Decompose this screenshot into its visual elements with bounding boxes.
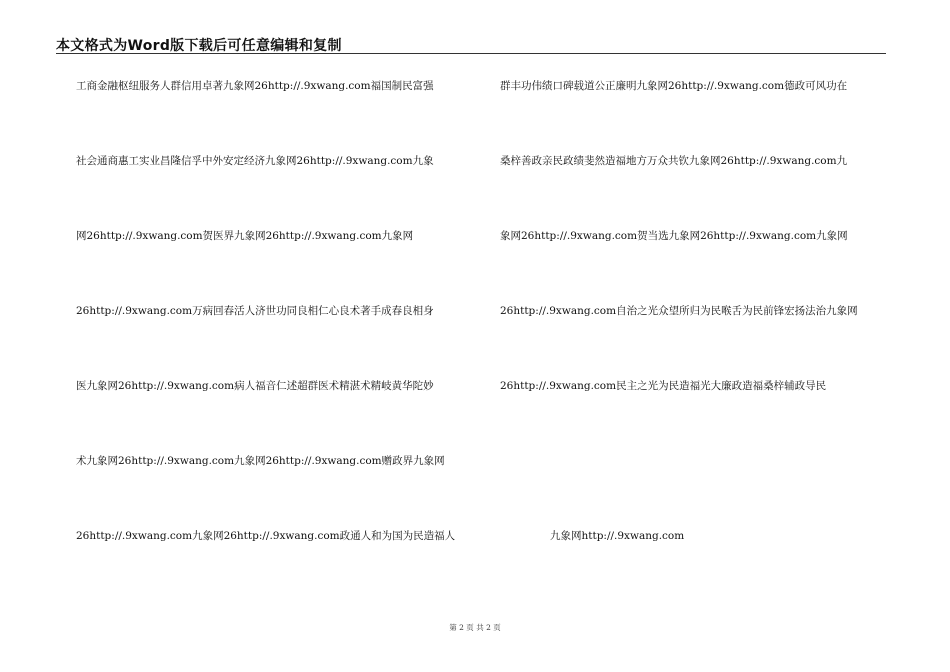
text-line: 网26http://.9xwang.com贺医界九象网26http://.9xwang.com九象网 <box>76 230 414 242</box>
left-column <box>76 0 476 600</box>
right-column <box>500 0 900 600</box>
page-number-footer: 第 2 页 共 2 页 <box>449 623 501 632</box>
text-line: 26http://.9xwang.com万病回春活人济世功同良相仁心良术著手成春良相身 <box>76 305 434 317</box>
text-line: 桑梓善政亲民政绩斐然造福地方万众共钦九象网26http://.9xwang.com九 <box>500 155 848 167</box>
text-line: 九象网http://.9xwang.com <box>550 530 685 542</box>
text-line: 26http://.9xwang.com自治之光众望所归为民喉舌为民前锋宏扬法治九象网 <box>500 305 858 317</box>
text-line: 群丰功伟绩口碑载道公正廉明九象网26http://.9xwang.com德政可风功在 <box>500 80 848 92</box>
text-line: 术九象网26http://.9xwang.com九象网26http://.9xwang.com赠政界九象网 <box>76 455 445 467</box>
text-line: 26http://.9xwang.com民主之光为民造福光大廉政造福桑梓辅政导民 <box>500 380 827 392</box>
text-line: 医九象网26http://.9xwang.com病人福音仁述超群医术精湛术精岐黄华陀妙 <box>76 380 434 392</box>
text-line: 26http://.9xwang.com九象网26http://.9xwang.com政通人和为国为民造福人 <box>76 530 456 542</box>
header-title: 本文格式为Word版下载后可任意编辑和复制 <box>56 38 342 54</box>
text-line: 工商金融枢纽服务人群信用卓著九象网26http://.9xwang.com福国制民富强 <box>76 80 434 92</box>
text-line: 社会通商惠工实业昌隆信孚中外安定经济九象网26http://.9xwang.com九象 <box>76 155 434 167</box>
text-line: 象网26http://.9xwang.com贺当选九象网26http://.9xwang.com九象网 <box>500 230 848 242</box>
